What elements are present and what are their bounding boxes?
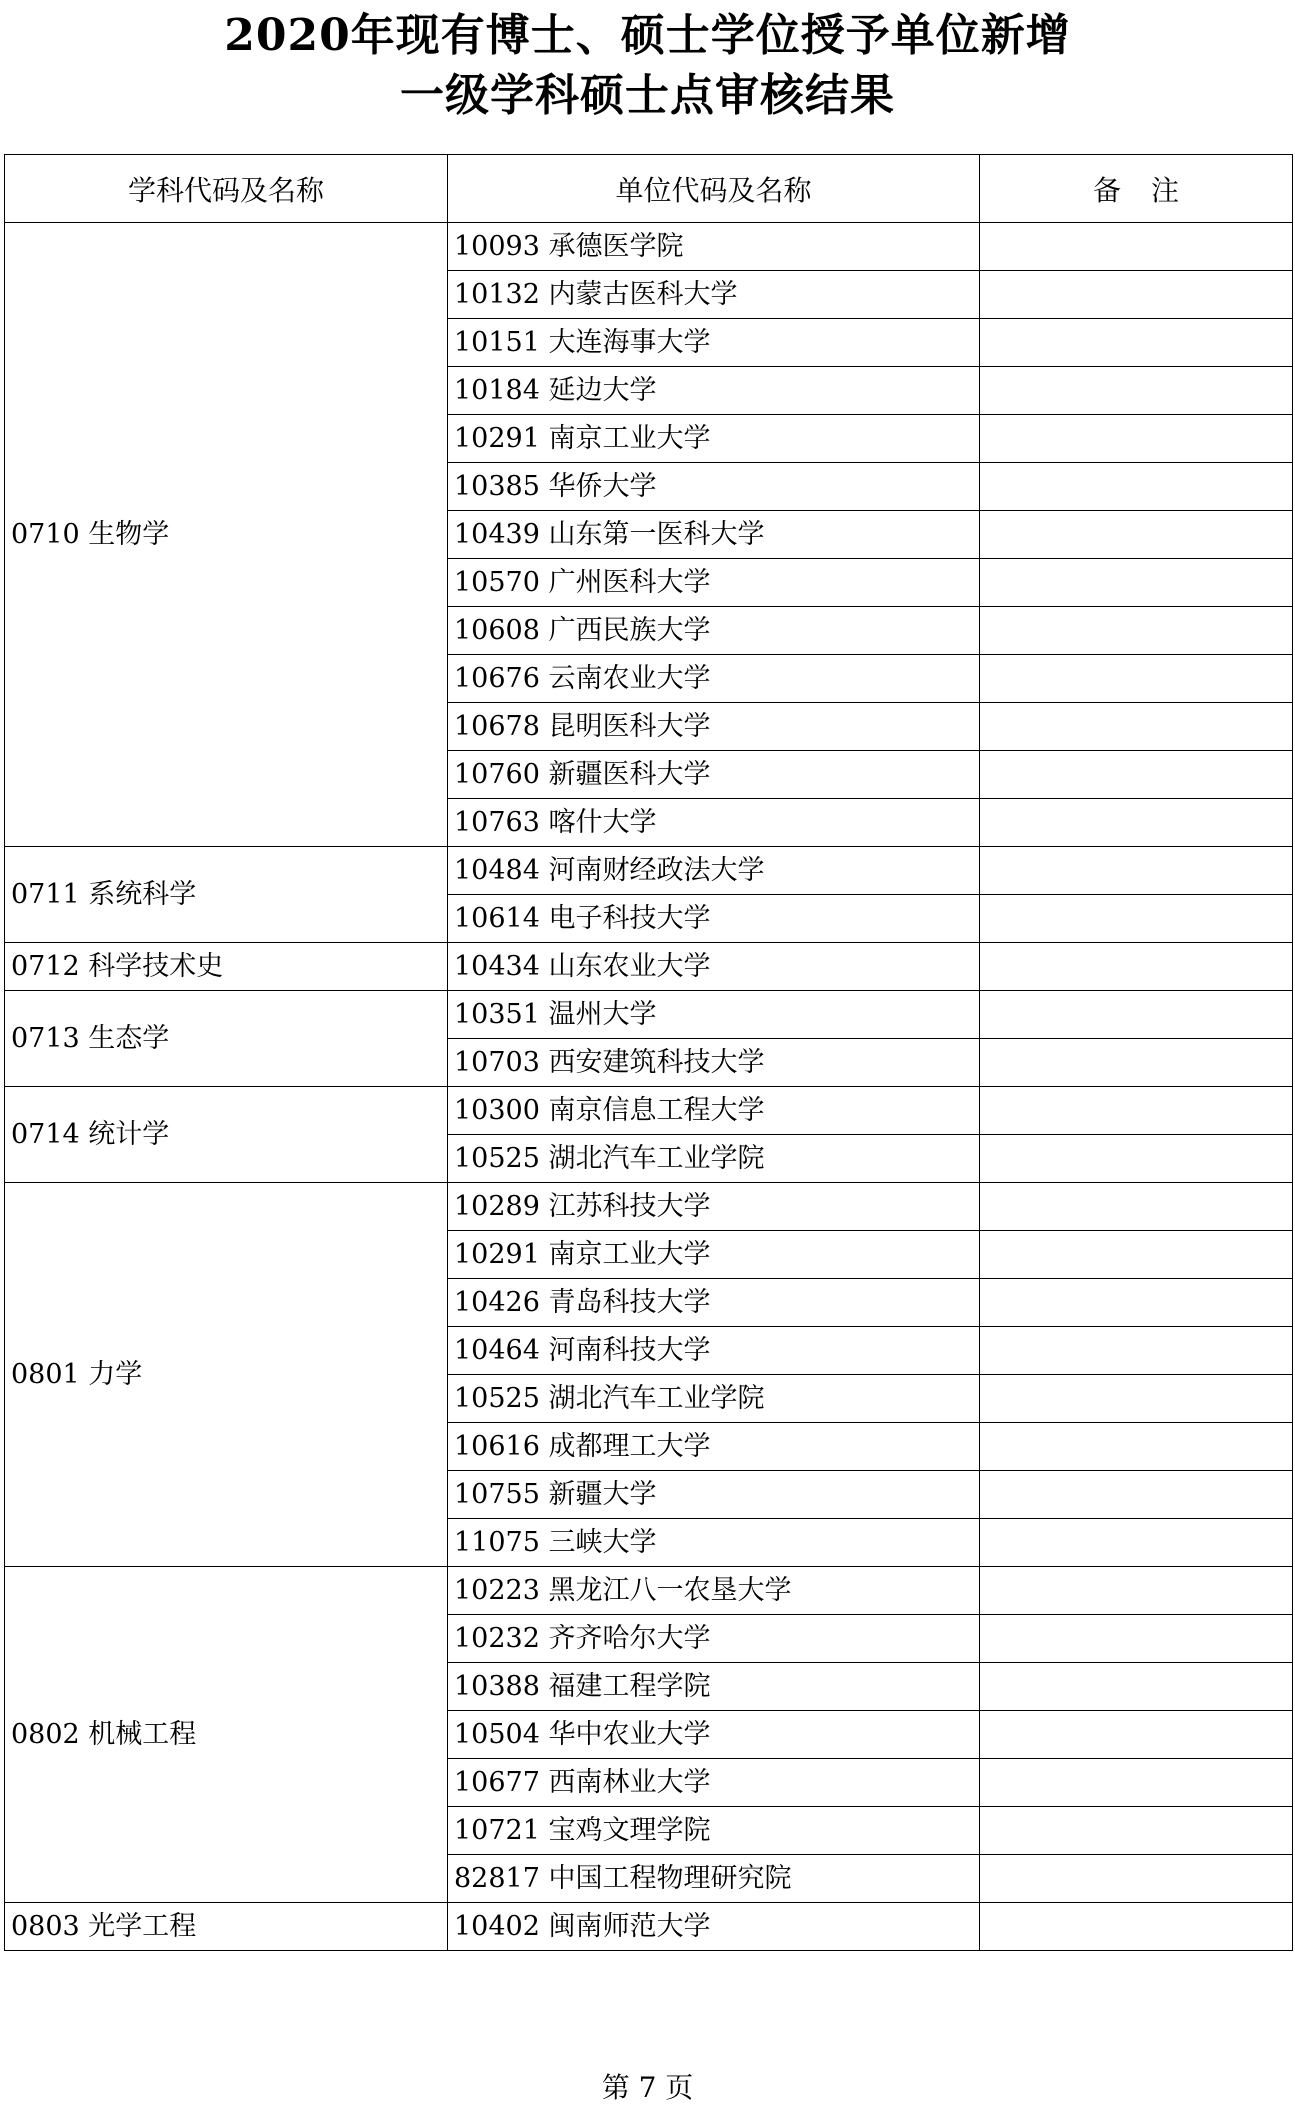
unit-cell: 10291 南京工业大学 — [448, 1231, 980, 1279]
table-row — [5, 1183, 1293, 1231]
remark-cell — [980, 655, 1293, 703]
unit-cell: 10525 湖北汽车工业学院 — [448, 1135, 980, 1183]
remark-cell — [980, 895, 1293, 943]
unit-cell: 10721 宝鸡文理学院 — [448, 1807, 980, 1855]
remark-cell — [980, 367, 1293, 415]
remark-cell — [980, 799, 1293, 847]
remark-cell — [980, 1759, 1293, 1807]
unit-cell: 10434 山东农业大学 — [448, 943, 980, 991]
remark-cell — [980, 991, 1293, 1039]
header-unit: 单位代码及名称 — [448, 155, 980, 223]
unit-cell: 10426 青岛科技大学 — [448, 1279, 980, 1327]
remark-cell — [980, 1039, 1293, 1087]
unit-cell: 10614 电子科技大学 — [448, 895, 980, 943]
unit-cell: 10760 新疆医科大学 — [448, 751, 980, 799]
remark-cell — [980, 1903, 1293, 1951]
remark-cell — [980, 1519, 1293, 1567]
remark-cell — [980, 607, 1293, 655]
unit-cell: 10608 广西民族大学 — [448, 607, 980, 655]
unit-cell: 10184 延边大学 — [448, 367, 980, 415]
remark-cell — [980, 751, 1293, 799]
discipline-cell: 0713 生态学 — [5, 991, 448, 1087]
unit-cell: 10300 南京信息工程大学 — [448, 1087, 980, 1135]
unit-cell: 10289 江苏科技大学 — [448, 1183, 980, 1231]
discipline-cell: 0712 科学技术史 — [5, 943, 448, 991]
remark-cell — [980, 1375, 1293, 1423]
unit-cell: 10703 西安建筑科技大学 — [448, 1039, 980, 1087]
table-row — [5, 223, 1293, 271]
table-row — [5, 1567, 1293, 1615]
page-title-line-1: 2020年现有博士、硕士学位授予单位新增 — [224, 10, 1071, 61]
unit-cell: 10151 大连海事大学 — [448, 319, 980, 367]
unit-cell: 10223 黑龙江八一农垦大学 — [448, 1567, 980, 1615]
remark-cell — [980, 319, 1293, 367]
remark-cell — [980, 1567, 1293, 1615]
table-row — [5, 991, 1293, 1039]
unit-cell: 10351 温州大学 — [448, 991, 980, 1039]
unit-cell: 10388 福建工程学院 — [448, 1663, 980, 1711]
remark-cell — [980, 271, 1293, 319]
remark-cell — [980, 1711, 1293, 1759]
remark-cell — [980, 1135, 1293, 1183]
discipline-cell: 0803 光学工程 — [5, 1903, 448, 1951]
unit-cell: 10464 河南科技大学 — [448, 1327, 980, 1375]
remark-cell — [980, 1615, 1293, 1663]
header-discipline: 学科代码及名称 — [5, 155, 448, 223]
unit-cell: 82817 中国工程物理研究院 — [448, 1855, 980, 1903]
remark-cell — [980, 1423, 1293, 1471]
unit-cell: 10570 广州医科大学 — [448, 559, 980, 607]
table-body — [5, 223, 1293, 1951]
table-row — [5, 847, 1293, 895]
remark-cell — [980, 1183, 1293, 1231]
unit-cell: 10616 成都理工大学 — [448, 1423, 980, 1471]
remark-cell — [980, 703, 1293, 751]
unit-cell: 10132 内蒙古医科大学 — [448, 271, 980, 319]
page-title-line-2: 一级学科硕士点审核结果 — [400, 70, 895, 121]
table-header — [5, 155, 1293, 223]
discipline-cell: 0801 力学 — [5, 1183, 448, 1567]
unit-cell: 10676 云南农业大学 — [448, 655, 980, 703]
remark-cell — [980, 511, 1293, 559]
discipline-cell: 0802 机械工程 — [5, 1567, 448, 1903]
discipline-cell: 0714 统计学 — [5, 1087, 448, 1183]
unit-cell: 10763 喀什大学 — [448, 799, 980, 847]
unit-cell: 10232 齐齐哈尔大学 — [448, 1615, 980, 1663]
discipline-cell: 0711 系统科学 — [5, 847, 448, 943]
remark-cell — [980, 1279, 1293, 1327]
remark-cell — [980, 1231, 1293, 1279]
unit-cell: 10093 承德医学院 — [448, 223, 980, 271]
header-row — [5, 155, 1293, 223]
remark-cell — [980, 847, 1293, 895]
remark-cell — [980, 223, 1293, 271]
unit-cell: 10677 西南林业大学 — [448, 1759, 980, 1807]
unit-cell: 10439 山东第一医科大学 — [448, 511, 980, 559]
remark-cell — [980, 1087, 1293, 1135]
unit-cell: 10755 新疆大学 — [448, 1471, 980, 1519]
remark-cell — [980, 1327, 1293, 1375]
unit-cell: 10678 昆明医科大学 — [448, 703, 980, 751]
table-row — [5, 943, 1293, 991]
table-row — [5, 1087, 1293, 1135]
remark-cell — [980, 1663, 1293, 1711]
unit-cell: 10402 闽南师范大学 — [448, 1903, 980, 1951]
remark-cell — [980, 559, 1293, 607]
unit-cell: 11075 三峡大学 — [448, 1519, 980, 1567]
header-remark: 备注 — [980, 155, 1293, 223]
remark-cell — [980, 1807, 1293, 1855]
discipline-cell: 0710 生物学 — [5, 223, 448, 847]
remark-cell — [980, 943, 1293, 991]
remark-cell — [980, 1471, 1293, 1519]
unit-cell: 10291 南京工业大学 — [448, 415, 980, 463]
remark-cell — [980, 1855, 1293, 1903]
unit-cell: 10385 华侨大学 — [448, 463, 980, 511]
remark-cell — [980, 415, 1293, 463]
unit-cell: 10504 华中农业大学 — [448, 1711, 980, 1759]
remark-cell — [980, 463, 1293, 511]
unit-cell: 10525 湖北汽车工业学院 — [448, 1375, 980, 1423]
results-table — [4, 154, 1293, 1951]
unit-cell: 10484 河南财经政法大学 — [448, 847, 980, 895]
table-row — [5, 1903, 1293, 1951]
page-number: 第 7 页 — [601, 2071, 694, 2104]
